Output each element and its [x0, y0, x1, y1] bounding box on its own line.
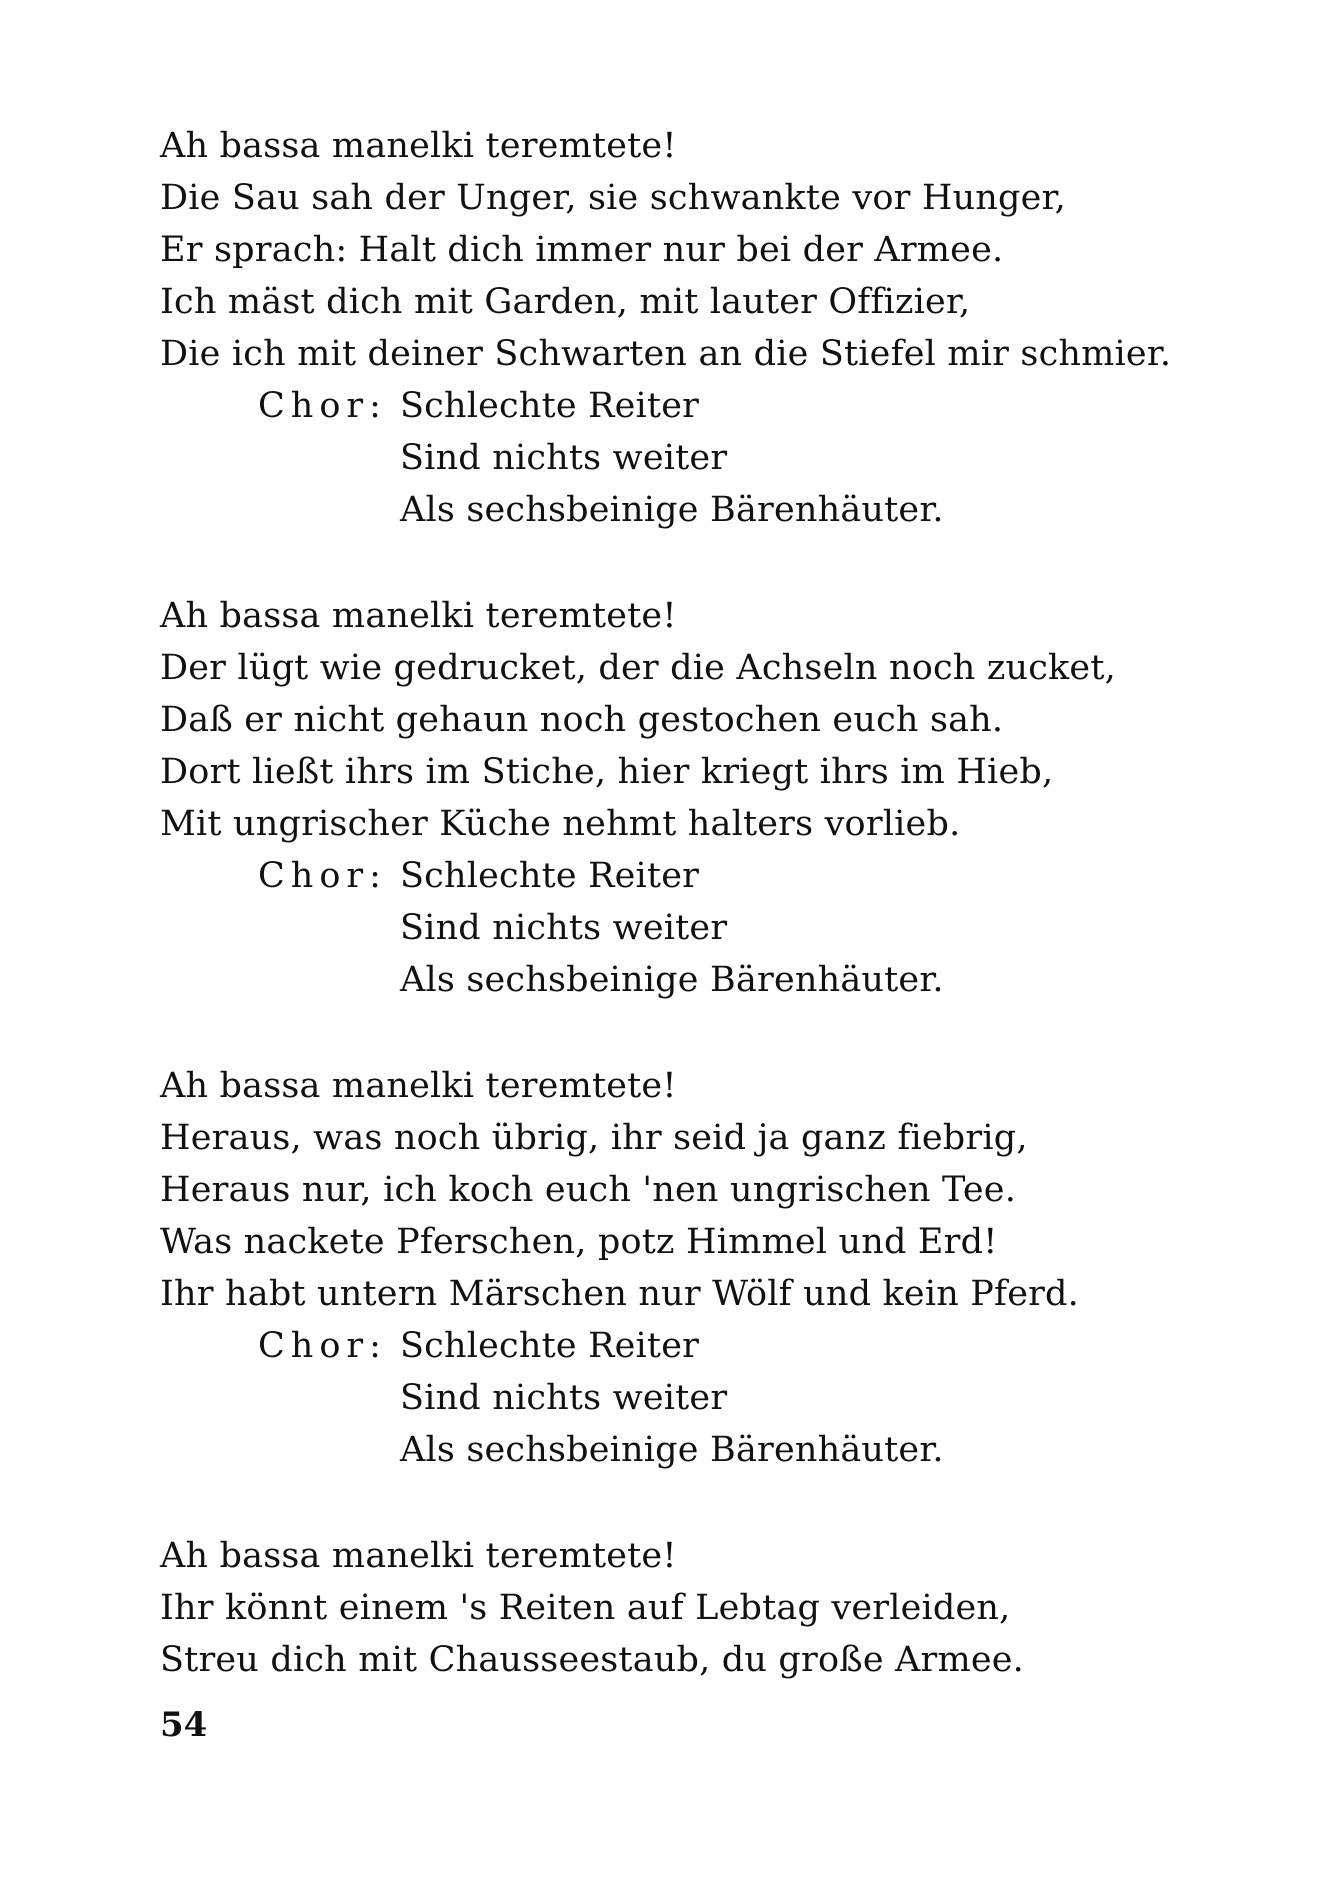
verse-line: Mit ungrischer Küche nehmt halters vorlieb.: [160, 804, 961, 844]
chorus-line: Sind nichts weiter: [400, 438, 728, 478]
chorus-line: Als sechsbeinige Bärenhäuter.: [400, 960, 944, 1000]
chorus-line: Schlechte Reiter: [400, 1326, 700, 1366]
chorus-label: Chor:: [258, 1326, 387, 1366]
chorus-line: Als sechsbeinige Bärenhäuter.: [400, 490, 944, 530]
verse-line: Ah bassa manelki teremtete!: [160, 1536, 677, 1576]
chorus: [160, 380, 1260, 536]
chorus-line: Schlechte Reiter: [400, 856, 700, 896]
verse-line: Ah bassa manelki teremtete!: [160, 1066, 677, 1106]
verse-line: Ihr könnt einem 's Reiten auf Lebtag verleiden,: [160, 1588, 1011, 1628]
verse-line: Ihr habt untern Märschen nur Wölf und kein Pferd.: [160, 1274, 1079, 1314]
verse-line: Die ich mit deiner Schwarten an die Stiefel mir schmier.: [160, 334, 1172, 374]
verse-line: Der lügt wie gedrucket, der die Achseln noch zucket,: [160, 648, 1116, 688]
chorus-line: Sind nichts weiter: [400, 908, 728, 948]
verse-line: Was nackete Pferschen, potz Himmel und Erd!: [160, 1222, 998, 1262]
page-number: 54: [160, 1705, 208, 1745]
chorus-line: Sind nichts weiter: [400, 1378, 728, 1418]
verse-line: Ah bassa manelki teremtete!: [160, 596, 677, 636]
chorus-label: Chor:: [258, 386, 387, 426]
verse-line: Heraus, was noch übrig, ihr seid ja ganz fiebrig,: [160, 1118, 1028, 1158]
chorus-lines: [400, 850, 944, 1006]
verse-line: Streu dich mit Chausseestaub, du große Armee.: [160, 1640, 1025, 1680]
verse-line: Heraus nur, ich koch euch 'nen ungrischen Tee.: [160, 1170, 1017, 1210]
chorus: [160, 1320, 1260, 1476]
chorus-line: Schlechte Reiter: [400, 386, 700, 426]
verse-line: Ah bassa manelki teremtete!: [160, 126, 677, 166]
stanza-4: [160, 1530, 1260, 1686]
chorus-line: Als sechsbeinige Bärenhäuter.: [400, 1430, 944, 1470]
stanza-2: [160, 590, 1260, 1006]
verse-line: Er sprach: Halt dich immer nur bei der Armee.: [160, 230, 1004, 270]
chorus-lines: [400, 380, 944, 536]
verse-line: Daß er nicht gehaun noch gestochen euch sah.: [160, 700, 1004, 740]
stanza-1: [160, 120, 1260, 536]
chorus-label: Chor:: [258, 856, 387, 896]
chorus: [160, 850, 1260, 1006]
chorus-lines: [400, 1320, 944, 1476]
verse-line: Dort ließt ihrs im Stiche, hier kriegt ihrs im Hieb,: [160, 752, 1054, 792]
verse-line: Die Sau sah der Unger, sie schwankte vor Hunger,: [160, 178, 1066, 218]
stanza-3: [160, 1060, 1260, 1476]
verse-line: Ich mäst dich mit Garden, mit lauter Offizier,: [160, 282, 971, 322]
